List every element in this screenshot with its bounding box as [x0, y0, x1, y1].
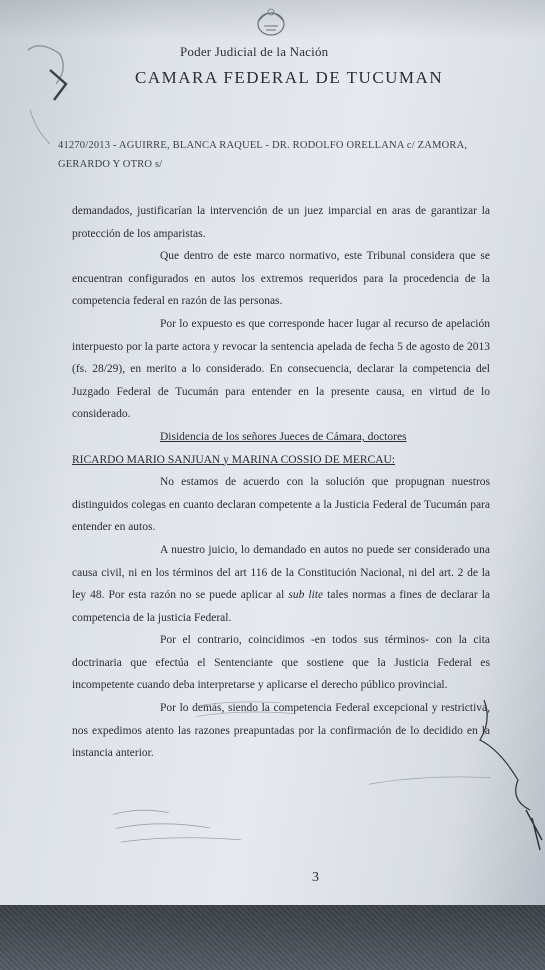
coat-of-arms-seal — [248, 2, 294, 38]
paragraph-1: demandados, justificarían la intervención de un juez imparcial en aras de garantizar la protección de los amparistas. — [72, 205, 490, 240]
paragraph-5-text-a: A nuestro juicio, lo demandado en autos no puede ser considerado una causa civil, ni en los términos del art 116 de la Constitución Nacional, ni del art. 2 de la ley 48. Por esta razón no se puede aplicar al — [72, 543, 490, 602]
judgment-body — [72, 200, 490, 765]
page-number: 3 — [312, 870, 319, 885]
paragraph-4: No estamos de acuerdo con la solución que propugnan nuestros distinguidos colegas en cuanto declaran competente a la Justicia Federal de Tucumán para entender en autos. — [72, 476, 490, 534]
folio-stamp — [20, 40, 78, 150]
case-caption: 41270/2013 - AGUIRRE, BLANCA RAQUEL - DR. RODOLFO ORELLANA c/ ZAMORA, GERARDO Y OTRO s/ — [58, 140, 468, 170]
paragraph-5 — [72, 539, 490, 629]
paragraph-7: Por lo demás, siendo la competencia Federal excepcional y restrictiva, nos expedimos atento las razones preapuntadas por la confirmación de lo decidido en la instancia anterior. — [72, 702, 490, 760]
paragraph-6: Por el contrario, coincidimos -en todos sus términos- con la cita doctrinaria que efectúa el Sentenciante que sostiene que la Justicia Federal es incompetente cuando deba interpretarse y aplicarse el derecho público provincial. — [72, 634, 490, 692]
paragraph-5-italic: sub lite — [288, 589, 324, 602]
paragraph-2: Que dentro de este marco normativo, este Tribunal considera que se encuentran configurados en autos los extremos requeridos para la procedencia de la competencia federal en razón de las personas. — [72, 250, 490, 308]
handwritten-signature-mark — [470, 690, 545, 860]
faint-stamp-bottom-left — [108, 795, 252, 865]
institution-title: Poder Judicial de la Nación — [180, 44, 329, 59]
court-title: CAMARA FEDERAL DE TUCUMAN — [135, 68, 444, 87]
background-fabric — [0, 905, 545, 970]
dissent-heading-line-1: Disidencia de los señores Jueces de Cámara, doctores — [160, 430, 407, 443]
paragraph-5-text-b: tales normas a fines de declarar la competencia de la justicia Federal. — [72, 589, 491, 624]
paragraph-3: Por lo expuesto es que corresponde hacer lugar al recurso de apelación interpuesto por la parte actora y revocar la sentencia apelada de fecha 5 de agosto de 2013 (fs. 28/29), en merito a lo considerado. En consecuencia, declarar la competencia del Juzgado Federal de Tucumán para entender en la presente causa, en virtud de lo considerado. — [72, 317, 490, 421]
dissent-heading-line-2: RICARDO MARIO SANJUAN y MARINA COSSIO DE MERCAU: — [72, 453, 395, 466]
